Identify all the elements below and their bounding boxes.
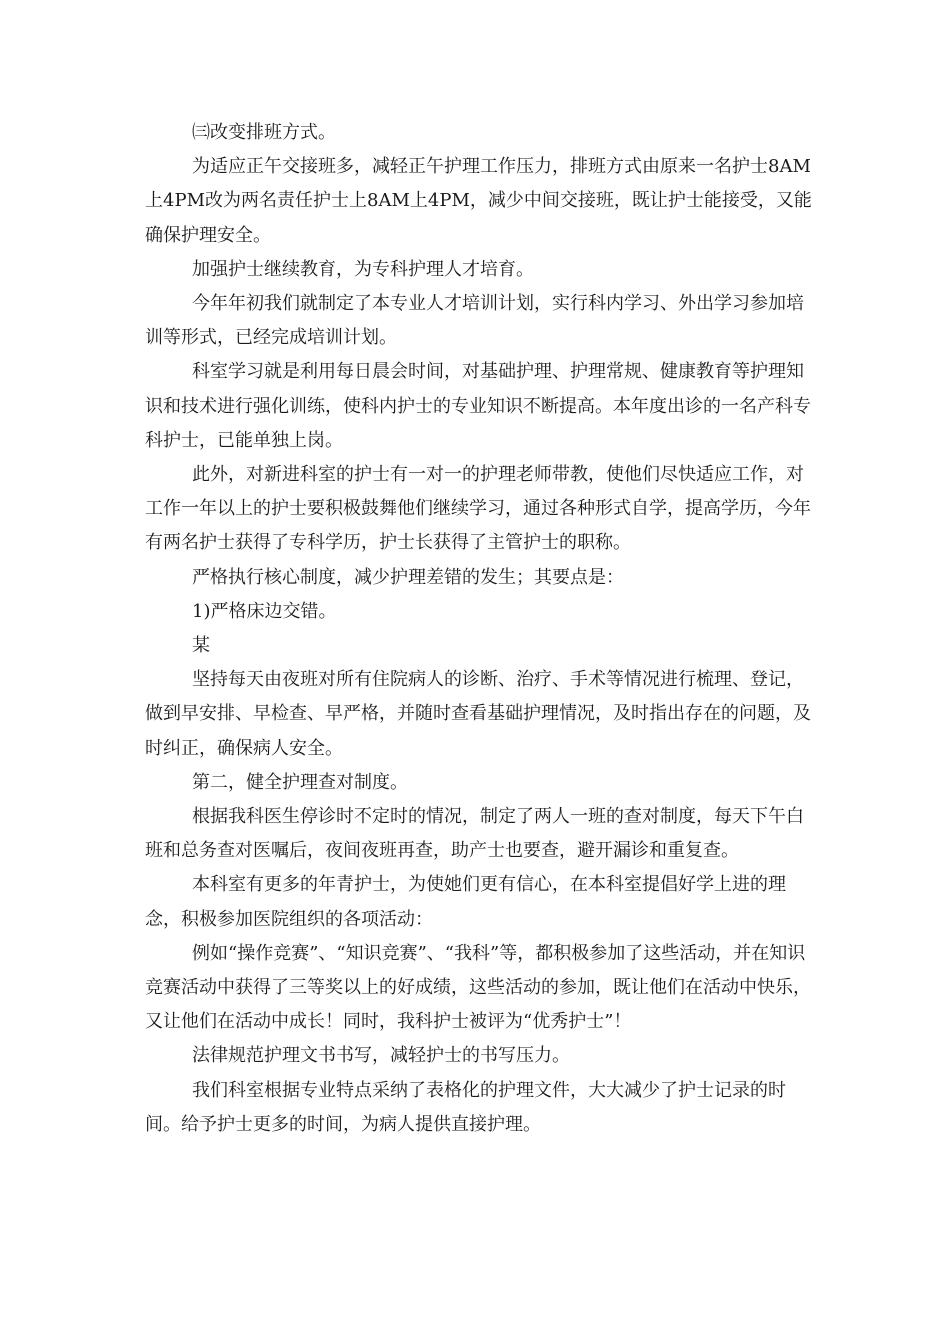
- paragraph-check-system: 根据我科医生停诊时不定时的情况，制定了两人一班的查对制度，每天下午白班和总务查对医嘱后，夜间夜班再查，助产士也要查，避开漏诊和重复查。: [145, 806, 804, 862]
- paragraph-bedside-handover: 1)严格床边交错。: [192, 600, 337, 622]
- paragraph-check-system-heading: 第二，健全护理查对制度。: [192, 771, 408, 793]
- document-body: [145, 116, 815, 1142]
- paragraph-education-heading: 加强护士继续教育，为专科护理人才培育。: [192, 258, 534, 280]
- paragraph-morning-study: 科室学习就是利用每日晨会时间，对基础护理、护理常规、健康教育等护理知识和技术进行强化训练，使科内护士的专业知识不断提高。本年度出诊的一名产科专科护士，已能单独上岗。: [145, 361, 811, 451]
- paragraph-documentation: 我们科室根据专业特点采纳了表格化的护理文件，大大减少了护士记录的时间。给予护士更多的时间，为病人提供直接护理。: [145, 1079, 786, 1135]
- paragraph-mentoring: 此外，对新进科室的护士有一对一的护理老师带教，使他们尽快适应工作，对工作一年以上的护士要积极鼓舞他们继续学习，通过各种形式自学，提高学历，今年有两名护士获得了专科学历，护士长获得了主管护士的职称。: [145, 464, 811, 554]
- paragraph-placeholder: 某: [192, 635, 210, 657]
- paragraph-core-system-heading: 严格执行核心制度，减少护理差错的发生；其要点是：: [192, 566, 624, 588]
- paragraph-night-shift-review: 坚持每天由夜班对所有住院病人的诊断、治疗、手术等情况进行梳理、登记，做到早安排、早检查、早严格，并随时查看基础护理情况，及时指出存在的问题，及时纠正，确保病人安全。: [145, 669, 811, 759]
- paragraph-shift-scheduling-heading: ㈢改变排班方式。: [192, 122, 336, 143]
- paragraph-shift-scheduling: 为适应正午交接班多，减轻正午护理工作压力，排班方式由原来一名护士8AM上4PM改为两名责任护士上8AM上4PM，减少中间交接班，既让护士能接受，又能确保护理安全。: [145, 156, 812, 246]
- paragraph-training-plan: 今年年初我们就制定了本专业人才培训计划，实行科内学习、外出学习参加培训等形式，已经完成培训计划。: [145, 293, 804, 349]
- paragraph-young-nurses: 本科室有更多的年青护士，为使她们更有信心，在本科室提倡好学上进的理念，积极参加医院组织的各项活动：: [145, 874, 786, 930]
- paragraph-documentation-heading: 法律规范护理文书书写，减轻护士的书写压力。: [192, 1045, 570, 1067]
- paragraph-competitions: 例如“操作竞赛”、“知识竞赛”、“我科”等，都积极参加了这些活动，并在知识竞赛活动中获得了三等奖以上的好成绩，这些活动的参加，既让他们在活动中快乐，又让他们在活动中成长！同时，我科护士被评为“优秀护士”！: [145, 942, 811, 1033]
